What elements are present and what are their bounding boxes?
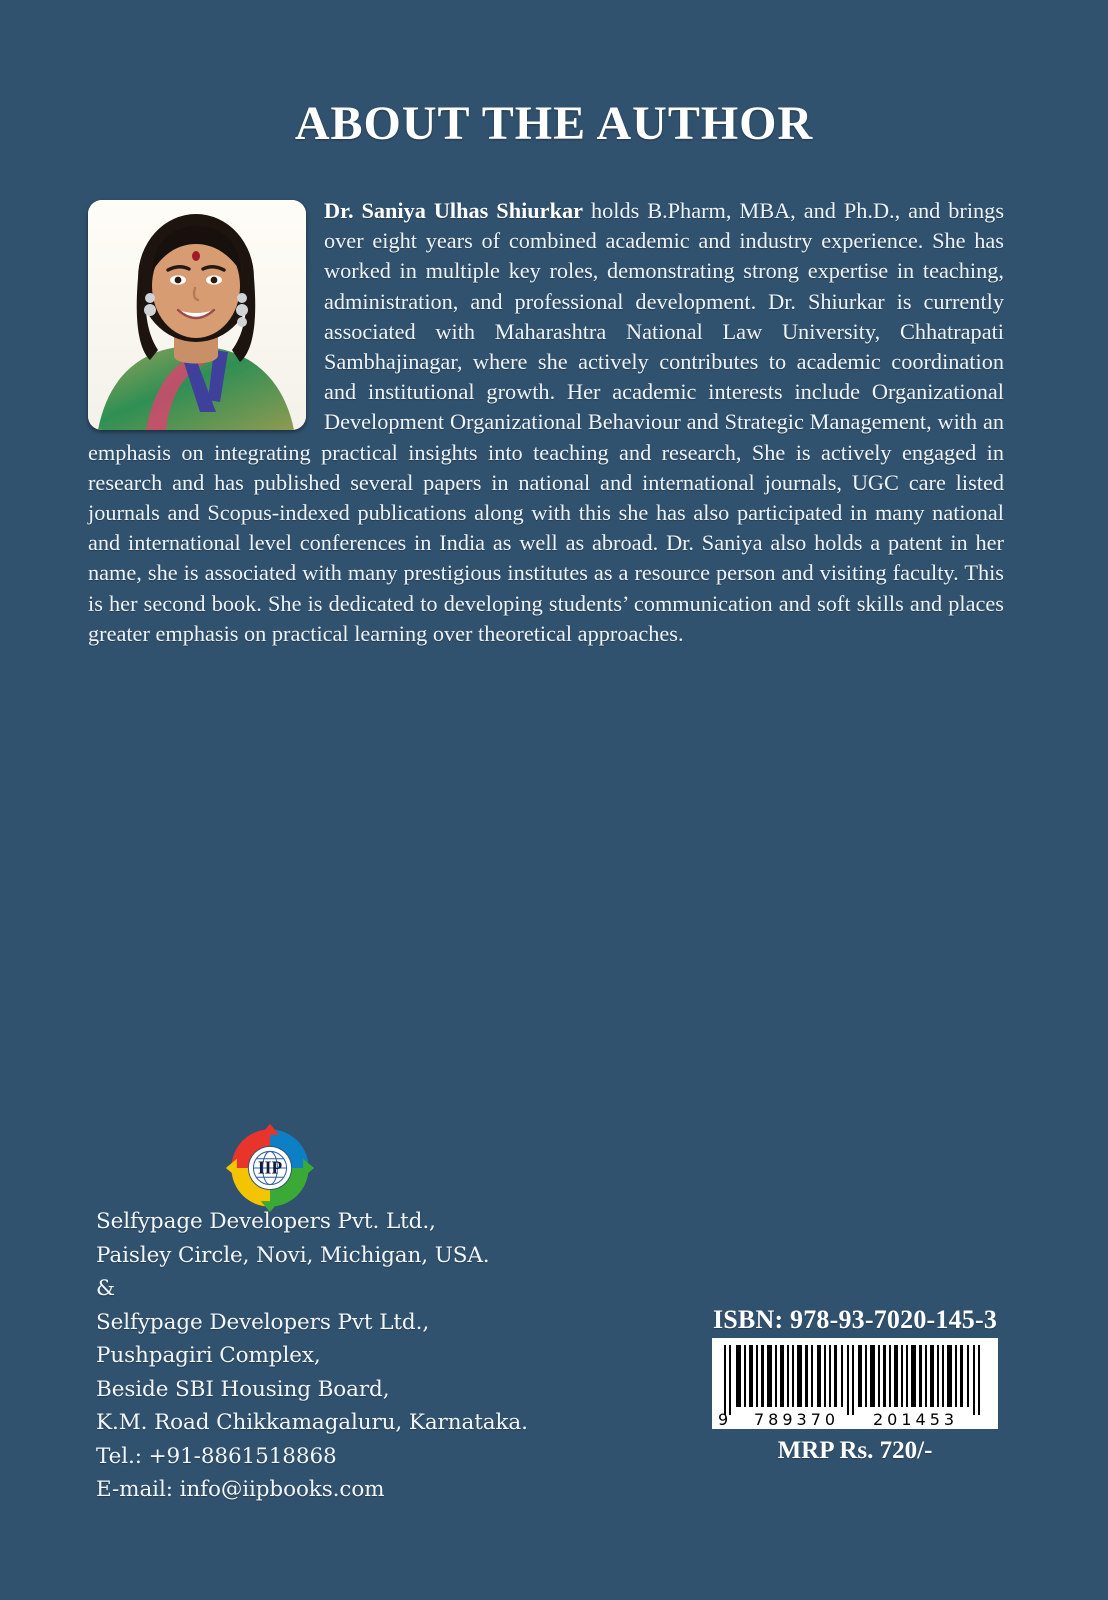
publisher-line: Paisley Circle, Novi, Michigan, USA.: [96, 1242, 490, 1268]
publisher-line: Beside SBI Housing Board,: [96, 1376, 390, 1402]
publisher-address-block: [96, 1205, 616, 1507]
barcode-group-2: 201453: [873, 1410, 959, 1427]
barcode-graphic: [718, 1343, 992, 1427]
isbn-label: ISBN: 978-93-7020-145-3: [712, 1305, 998, 1334]
barcode: [712, 1338, 998, 1429]
mrp-price: MRP Rs. 720/-: [777, 1437, 933, 1464]
author-photo: [88, 200, 306, 430]
barcode-digit-left: 9: [718, 1410, 729, 1427]
iip-publisher-logo-icon: [222, 1122, 318, 1214]
publisher-line: &: [96, 1276, 116, 1301]
iip-logo-text: IIP: [257, 1157, 283, 1178]
author-bio-paragraph: [88, 196, 1004, 649]
publisher-line: K.M. Road Chikkamagaluru, Karnataka.: [96, 1410, 528, 1435]
isbn-barcode-block: [700, 1305, 1010, 1465]
author-name: Dr. Saniya Ulhas Shiurkar: [324, 198, 584, 223]
author-bio-text: holds B.Pharm, MBA, and Ph.D., and brings over eight years of combined academic and industry experience. She has worked in multiple key roles, demonstrating strong expertise in teaching, administration, and professional development. Dr. Shiurkar is currently associated with Maharashtra National Law University, Chhatrapati Sambhajinagar, where she actively contributes to academic coordination and institutional growth. Her academic interests include Organizational Development Organizational Behaviour and Strategic Management, with an emphasis on integrating practical insights into teaching and research, She is actively engaged in research and has published several papers in national and international journals, UGC care listed journals and Scopus-indexed publications along with this she has also participated in many national and international level conferences in India as well as abroad. Dr. Saniya also holds a patent in her name, she is associated with many prestigious institutes as a resource person and visiting faculty. This is her second book. She is dedicated to developing students’ communication and soft skills and places greater emphasis on practical learning over theoretical approaches.: [88, 198, 1004, 646]
page-title: ABOUT THE AUTHOR: [294, 97, 814, 150]
author-portrait-illustration: [88, 200, 306, 430]
publisher-line: Selfypage Developers Pvt. Ltd.,: [96, 1209, 436, 1234]
publisher-phone: Tel.: +91-8861518868: [96, 1443, 337, 1469]
publisher-line: Selfypage Developers Pvt Ltd.,: [96, 1309, 430, 1335]
iip-logo-graphic: [222, 1122, 318, 1214]
publisher-email: E-mail: info@iipbooks.com: [96, 1477, 385, 1502]
barcode-group-1: 789370: [754, 1410, 840, 1427]
publisher-line: Pushpagiri Complex,: [96, 1343, 321, 1368]
